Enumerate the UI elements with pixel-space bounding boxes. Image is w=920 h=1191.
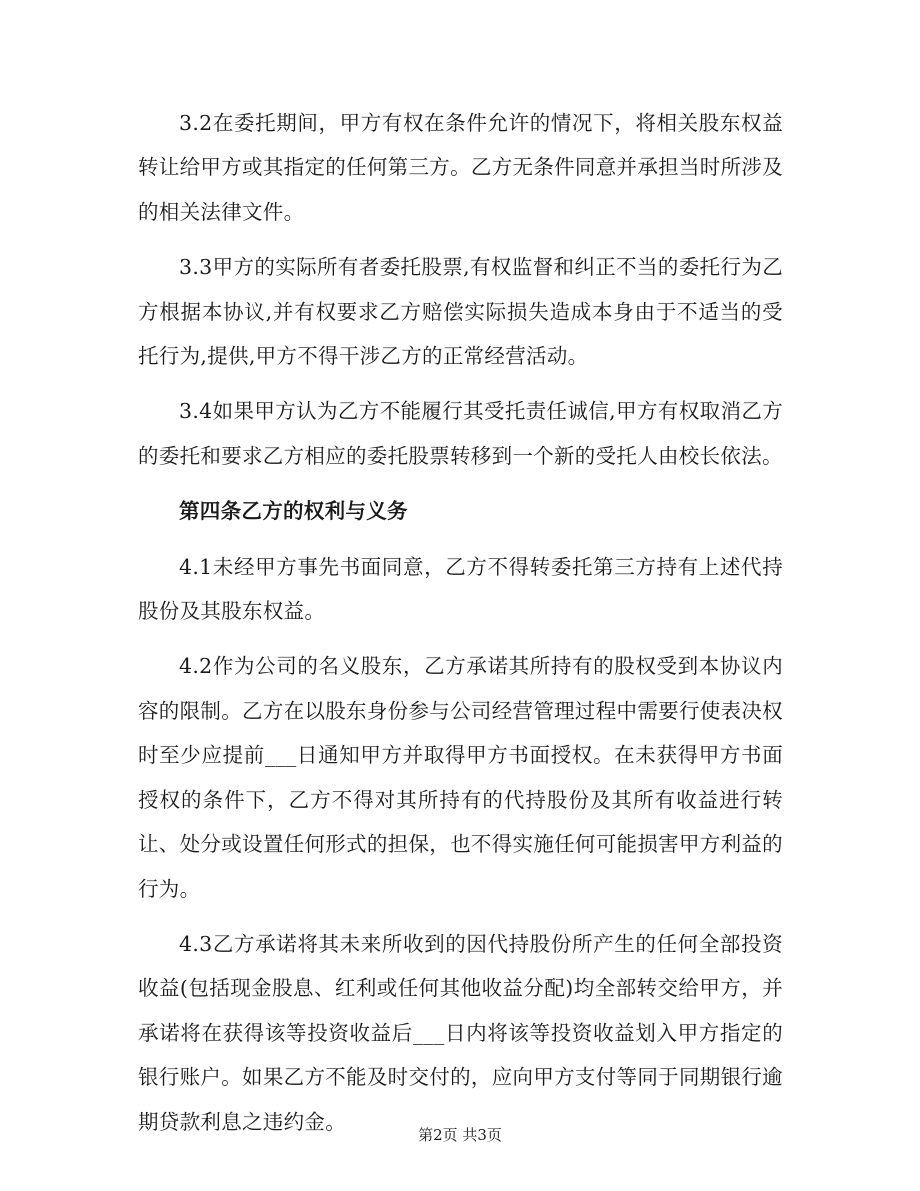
paragraph-3-3: 3.3甲方的实际所有者委托股票,有权监督和纠正不当的委托行为乙方根据本协议,并有权要求乙方赔偿实际损失造成本身由于不适当的受托行为,提供,甲方不得干涉乙方的正常经营活动。 (138, 255, 783, 369)
paragraph-3-4: 3.4如果甲方认为乙方不能履行其受托责任诚信,甲方有权取消乙方的委托和要求乙方相应的委托股票转移到一个新的受托人由校长依法。 (138, 399, 783, 468)
page-number-footer: 第2页 共3页 (418, 1126, 502, 1144)
paragraph-4-3: 4.3乙方承诺将其未来所收到的因代持股份所产生的任何全部投资收益(包括现金股息、红利或任何其他收益分配)均全部转交给甲方，并承诺将在获得该等投资收益后___日内将该等投资收益划入甲方指定的银行账户。如果乙方不能及时交付的，应向甲方支付等同于同期银行逾期贷款利息之违约金。 (138, 931, 783, 1134)
paragraph-4-1: 4.1未经甲方事先书面同意，乙方不得转委托第三方持有上述代持股份及其股东权益。 (138, 554, 783, 624)
document-body (138, 101, 783, 1144)
section-heading-article-4: 第四条乙方的权利与义务 (179, 499, 408, 524)
paragraph-4-2: 4.2作为公司的名义股东，乙方承诺其所持有的股权受到本协议内容的限制。乙方在以股东身份参与公司经营管理过程中需要行使表决权时至少应提前___日通知甲方并取得甲方书面授权。在未获得甲方书面授权的条件下，乙方不得对其所持有的代持股份及其所有收益进行转让、处分或设置任何形式的担保，也不得实施任何可能损害甲方利益的行为。 (138, 654, 783, 901)
paragraph-3-2: 3.2在委托期间，甲方有权在条件允许的情况下，将相关股东权益转让给甲方或其指定的任何第三方。乙方无条件同意并承担当时所涉及的相关法律文件。 (138, 111, 783, 224)
